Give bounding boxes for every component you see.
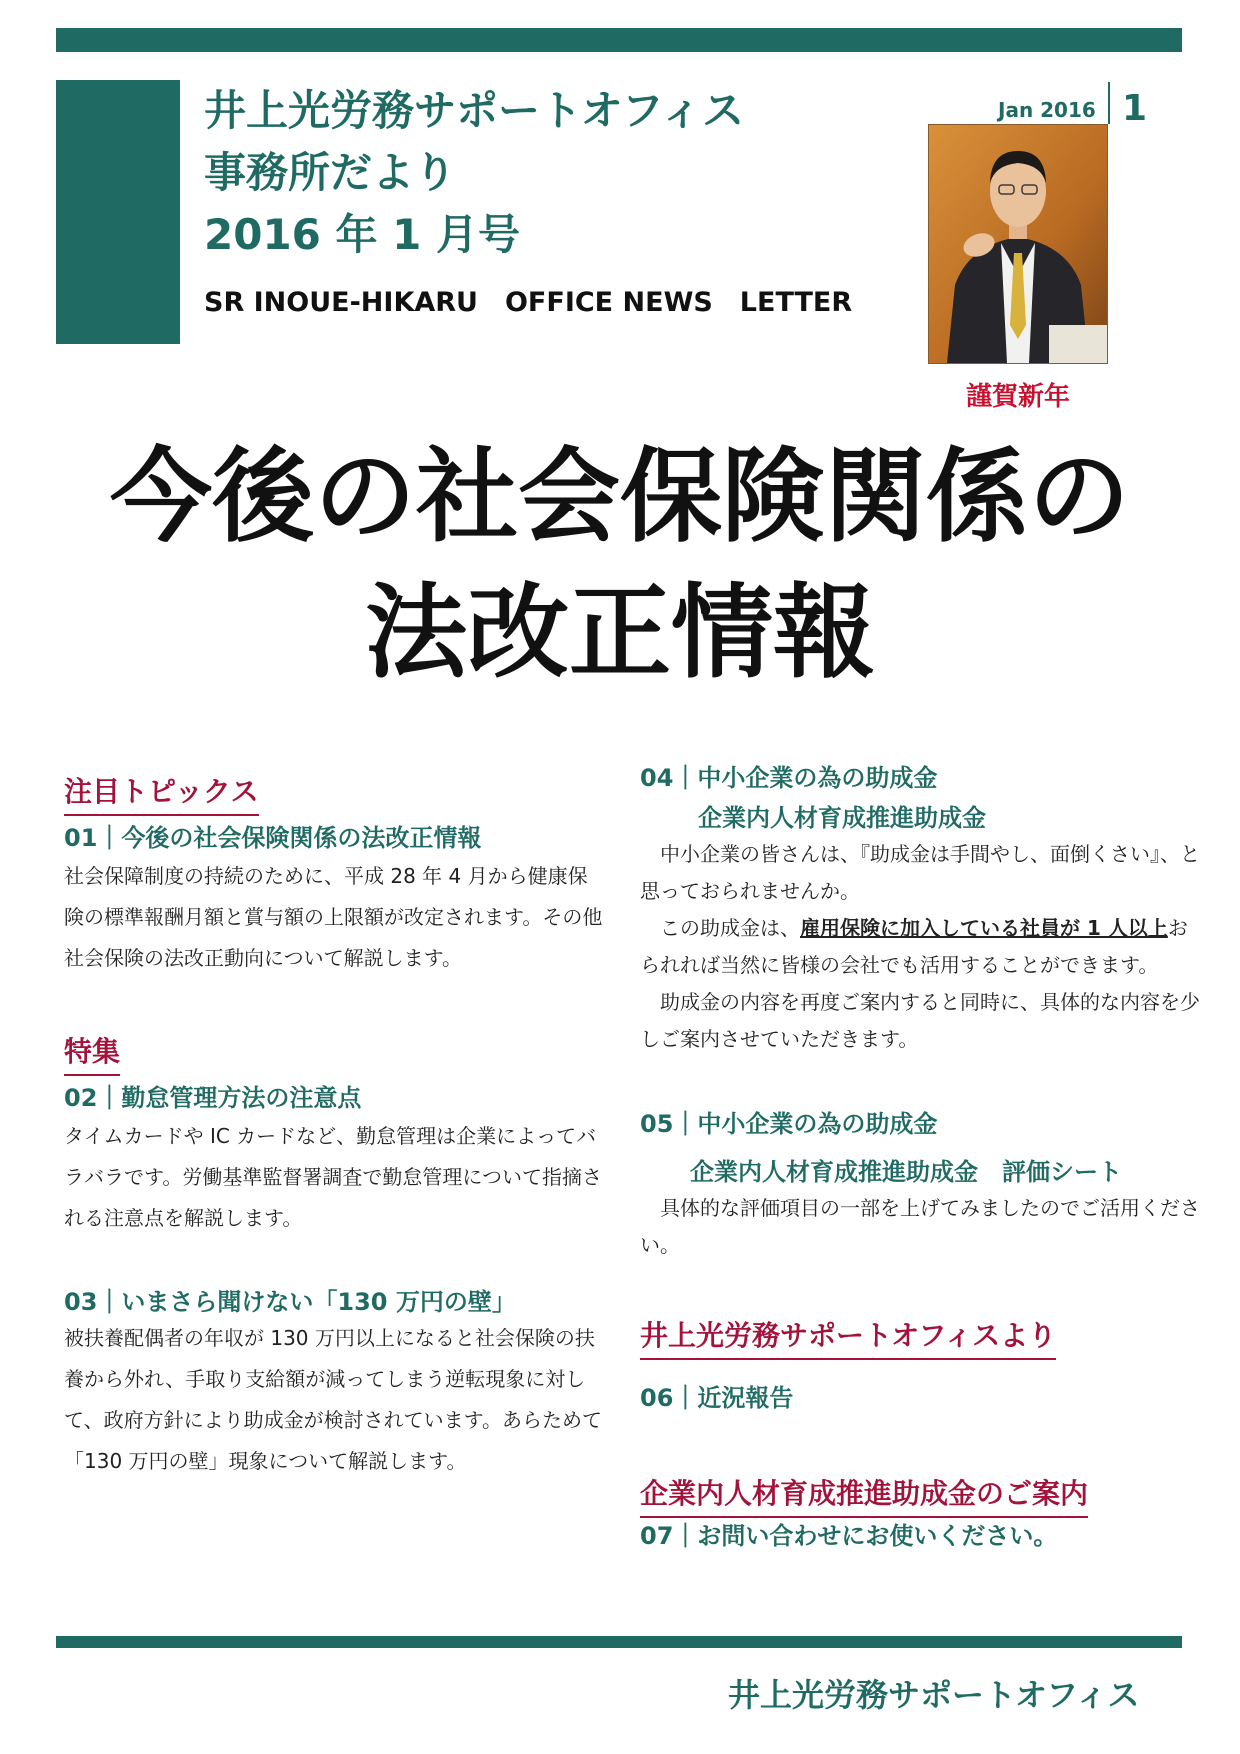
section-heading-featured-topics: 注目トピックス <box>64 770 259 816</box>
issue-date: Jan 2016 <box>998 98 1096 122</box>
topic-07-title: 07｜お問い合わせにお使いください。 <box>640 1522 1058 1550</box>
header-title-line2: 事務所だより <box>204 148 457 197</box>
topic-02-title: 02｜勤怠管理方法の注意点 <box>64 1084 362 1112</box>
section-heading-from-office: 井上光労務サポートオフィスより <box>640 1314 1056 1360</box>
portrait-image <box>929 125 1107 363</box>
header-subtitle: SR INOUE-HIKARU OFFICE NEWS LETTER <box>204 287 853 318</box>
topic-06-title: 06｜近況報告 <box>640 1384 794 1412</box>
topic-03-body: 被扶養配偶者の年収が 130 万円以上になると社会保険の扶養から外れ、手取り支給額が減ってしまう逆転現象に対して、政府方針により助成金が検討されています。あらためて「130 万円の壁」現象について解説します。 <box>64 1326 602 1473</box>
main-title-line1: 今後の社会保険関係の <box>110 438 1130 557</box>
topic-05-title: 05｜中小企業の為の助成金 <box>640 1110 938 1138</box>
new-year-greeting: 謹賀新年 <box>966 382 1071 412</box>
topic-04-body-para1: 中小企業の皆さんは、『助成金は手間やし、面倒くさい』、と思っておられませんか。 <box>640 842 1200 903</box>
portrait-photo <box>928 124 1108 364</box>
section-heading-subsidy-guide: 企業内人材育成推進助成金のご案内 <box>640 1472 1088 1518</box>
footer-office-name: 井上光労務サポートオフィス <box>728 1676 1140 1714</box>
topic-04-body-para2: この助成金は、雇用保険に加入している社員が 1 人以上おられれば当然に皆様の会社でも活用することができます。 <box>640 916 1188 977</box>
highlight-employee-condition: 雇用保険に加入している社員が 1 人以上 <box>800 916 1168 940</box>
header-accent-block <box>56 80 180 344</box>
topic-01-body: 社会保障制度の持続のために、平成 28 年 4 月から健康保険の標準報酬月額と賞与額の上限額が改定されます。その他社会保険の法改正動向について解説します。 <box>64 864 603 970</box>
bottom-bar <box>56 1636 1182 1648</box>
topic-01-title: 01｜今後の社会保険関係の法改正情報 <box>64 824 482 852</box>
header-title-line3: 2016 年 1 月号 <box>204 210 520 259</box>
header-title-line1: 井上光労務サポートオフィス <box>204 86 745 135</box>
issue-number: 1 <box>1122 88 1148 129</box>
section-heading-special-feature: 特集 <box>64 1030 120 1076</box>
topic-05-subtitle: 企業内人材育成推進助成金 評価シート <box>690 1158 1122 1186</box>
topic-04-body-para3: 助成金の内容を再度ご案内すると同時に、具体的な内容を少しご案内させていただきます。 <box>640 990 1200 1051</box>
topic-05-body: 具体的な評価項目の一部を上げてみましたのでご活用ください。 <box>640 1196 1200 1257</box>
issue-divider <box>1108 82 1110 124</box>
topic-04-subtitle: 企業内人材育成推進助成金 <box>698 804 986 832</box>
topic-04-title: 04｜中小企業の為の助成金 <box>640 764 938 792</box>
topic-04-body <box>640 836 1200 1058</box>
topic-02-body: タイムカードや IC カードなど、勤怠管理は企業によってバラバラです。労働基準監督署調査で勤怠管理について指摘される注意点を解説します。 <box>64 1124 602 1230</box>
top-bar <box>56 28 1182 52</box>
main-title-line2: 法改正情報 <box>365 574 875 693</box>
topic-03-title: 03｜いまさら聞けない「130 万円の壁」 <box>64 1288 516 1316</box>
